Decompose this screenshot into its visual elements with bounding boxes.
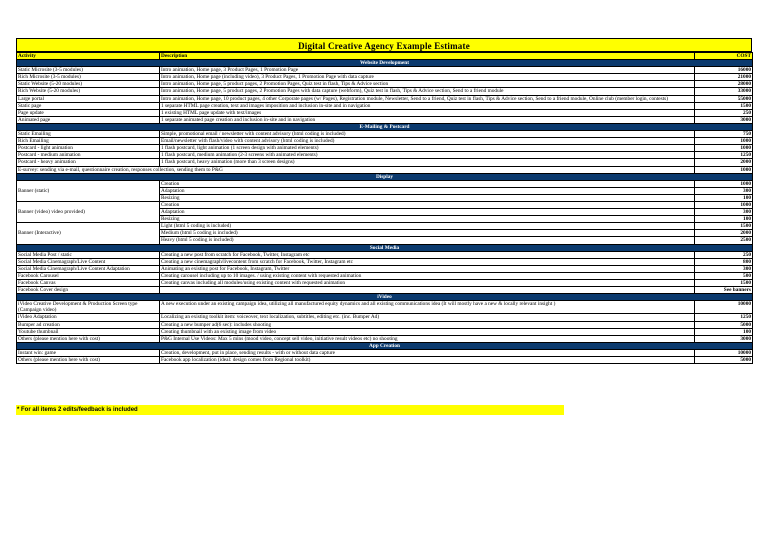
cost-cell: 1000 bbox=[695, 166, 753, 173]
cost-cell: 100 bbox=[695, 216, 753, 223]
header-row bbox=[17, 53, 753, 60]
section-title: iVideo bbox=[17, 294, 753, 301]
activity-cell: Bumper ad creation bbox=[17, 321, 160, 328]
description-cell: Creating a new bumper ad(6 sec): includes shooting bbox=[160, 321, 695, 328]
cost-cell: 3000 bbox=[695, 116, 753, 123]
activity-cell: Facebook Cover design bbox=[17, 287, 160, 294]
table-row bbox=[17, 116, 753, 123]
description-cell: Adaptation bbox=[160, 187, 695, 194]
description-cell: A new execution under an existing campaign idea, utilizing all manufactured equity dynamics and all existing communications idea (It will mostly have a new & locally relevant insight ) bbox=[160, 301, 695, 314]
description-cell: Heavy (html 5 coding is included) bbox=[160, 237, 695, 244]
description-cell: Creation bbox=[160, 201, 695, 208]
cost-header: COST bbox=[695, 53, 753, 60]
description-cell: 1 flash postcard, light animation (1 screen design with animated elements) bbox=[160, 145, 695, 152]
description-cell: Creating canvas including all modules/using existing content with requested animation bbox=[160, 280, 695, 287]
table-row bbox=[17, 357, 753, 364]
cost-cell: 1250 bbox=[695, 314, 753, 321]
cost-cell: 100 bbox=[695, 194, 753, 201]
activity-cell: Instant win: game bbox=[17, 349, 160, 356]
cost-cell: 2000 bbox=[695, 230, 753, 237]
description-cell: Simple, promotional email / newsletter with content advisory (html coding is included) bbox=[160, 131, 695, 138]
activity-cell: Postcard - medium animation bbox=[17, 152, 160, 159]
cost-cell: 300 bbox=[695, 187, 753, 194]
table-row bbox=[17, 280, 753, 287]
table-row bbox=[17, 88, 753, 95]
activity-cell: Social Media Cinemagraph/Live Content Adaptation bbox=[17, 265, 160, 272]
activity-cell: Youtube thumbnail bbox=[17, 328, 160, 335]
cost-cell: 1000 bbox=[695, 138, 753, 145]
footnote: * For all items 2 edits/feedback is included bbox=[16, 405, 564, 415]
table-row bbox=[17, 258, 753, 265]
cost-cell: 3000 bbox=[695, 335, 753, 342]
activity-cell: Facebook Carousel bbox=[17, 272, 160, 279]
description-cell: 1 flash postcard, medium animation (2-3 screens with animated elements) bbox=[160, 152, 695, 159]
description-cell: 1 separate HTML page creation, text and images imposition and inclusion in-site and in navigation bbox=[160, 102, 695, 109]
table-row bbox=[17, 201, 753, 208]
table-row bbox=[17, 138, 753, 145]
cost-cell: 5000 bbox=[695, 321, 753, 328]
description-cell: 1 flash postcard, heavy animation (more than 3 screen designs) bbox=[160, 159, 695, 166]
activity-cell: Others (please mention here with cost) bbox=[17, 335, 160, 342]
description-cell: Intro animation, Home page, 3 Product Pages, 1 Promotion Page bbox=[160, 67, 695, 74]
cost-cell: 21000 bbox=[695, 74, 753, 81]
description-cell: Adaptation bbox=[160, 209, 695, 216]
section-ivideo bbox=[17, 294, 753, 301]
section-social bbox=[17, 244, 753, 251]
table-row bbox=[17, 81, 753, 88]
cost-cell: 1500 bbox=[695, 280, 753, 287]
activity-cell: Social Media Post / static bbox=[17, 251, 160, 258]
activity-cell: Facebook Canvas bbox=[17, 280, 160, 287]
activity-cell: Banner (video) video provided) bbox=[17, 201, 160, 222]
activity-cell: Static Website (5-20 modules) bbox=[17, 81, 160, 88]
description-cell: Resizing bbox=[160, 216, 695, 223]
cost-cell: 250 bbox=[695, 109, 753, 116]
table-row bbox=[17, 159, 753, 166]
section-title: Social Media bbox=[17, 244, 753, 251]
description-cell bbox=[160, 287, 695, 294]
table-row bbox=[17, 349, 753, 356]
description-cell: Facebook app localization (ideal: design comes from Regional toolkit) bbox=[160, 357, 695, 364]
description-cell: 1 separate animated page creation and inclusion in-site and in navigation bbox=[160, 116, 695, 123]
description-cell: Localizing an existing toolkit item: voiceover, text localization, subtitles, editing etc. (inc. Bumper Ad) bbox=[160, 314, 695, 321]
table-row bbox=[17, 335, 753, 342]
description-cell: Medium (html 5 coding is included) bbox=[160, 230, 695, 237]
cost-cell: 5000 bbox=[695, 357, 753, 364]
table-row bbox=[17, 166, 753, 173]
table-row bbox=[17, 67, 753, 74]
cost-cell: 10000 bbox=[695, 301, 753, 314]
cost-cell: 250 bbox=[695, 251, 753, 258]
table-row bbox=[17, 265, 753, 272]
section-emailing bbox=[17, 123, 753, 130]
description-cell: Resizing bbox=[160, 194, 695, 201]
cost-cell: 1500 bbox=[695, 223, 753, 230]
cost-cell: 16000 bbox=[695, 67, 753, 74]
cost-cell: 33000 bbox=[695, 88, 753, 95]
table-row bbox=[17, 180, 753, 187]
cost-cell: 2500 bbox=[695, 237, 753, 244]
activity-cell: Others (please mention here with cost) bbox=[17, 357, 160, 364]
cost-cell: 2000 bbox=[695, 159, 753, 166]
activity-cell: Banner (Interactive) bbox=[17, 223, 160, 244]
description-cell: Intro animation, Home page, 5 product pages, 2 Promotion Pages, Quiz test in flash, Tips & Advice section bbox=[160, 81, 695, 88]
table-row bbox=[17, 95, 753, 102]
section-title: E-Mailing & Postcard bbox=[17, 123, 753, 130]
section-display bbox=[17, 173, 753, 180]
description-cell: Email/newsletter with flash/video with content advisory (html coding is included) bbox=[160, 138, 695, 145]
table-row bbox=[17, 102, 753, 109]
activity-cell: Page update bbox=[17, 109, 160, 116]
table-row bbox=[17, 251, 753, 258]
section-title: Website Development bbox=[17, 60, 753, 67]
cost-cell: 1000 bbox=[695, 145, 753, 152]
cost-cell: 1000 bbox=[695, 201, 753, 208]
activity-cell: Large portal bbox=[17, 95, 160, 102]
section-app bbox=[17, 342, 753, 349]
activity-cell: Static Microsite (3-5 modules) bbox=[17, 67, 160, 74]
activity-cell: Social Media Cinemagraph/Live Content bbox=[17, 258, 160, 265]
cost-cell: 100 bbox=[695, 328, 753, 335]
activity-cell: Postcard - heavy animation bbox=[17, 159, 160, 166]
description-cell: Animating an existing post for Facebook, Instagram, Twitter bbox=[160, 265, 695, 272]
activity-cell: Rich Emailing bbox=[17, 138, 160, 145]
activity-cell: Rich Website (5-20 modules) bbox=[17, 88, 160, 95]
activity-header: Activity bbox=[17, 53, 160, 60]
cost-cell: 1000 bbox=[695, 180, 753, 187]
activity-cell: iVideo Adaptation bbox=[17, 314, 160, 321]
description-cell: Creation bbox=[160, 180, 695, 187]
cost-cell: 800 bbox=[695, 258, 753, 265]
cost-cell: 55000 bbox=[695, 95, 753, 102]
description-cell: Light (html 5 coding is included) bbox=[160, 223, 695, 230]
section-website bbox=[17, 60, 753, 67]
activity-cell: Rich Microsite (3-5 modules) bbox=[17, 74, 160, 81]
activity-cell: iVideo Creative Development & Production Screen type (Campaign video) bbox=[17, 301, 160, 314]
table-row bbox=[17, 223, 753, 230]
description-header: Description bbox=[160, 53, 695, 60]
cost-cell: 1250 bbox=[695, 152, 753, 159]
description-cell: 1 existing HTML page update with text/images bbox=[160, 109, 695, 116]
cost-cell: 1500 bbox=[695, 102, 753, 109]
table-row bbox=[17, 301, 753, 314]
activity-cell: Static page bbox=[17, 102, 160, 109]
table-row bbox=[17, 152, 753, 159]
table-row bbox=[17, 287, 753, 294]
table-row bbox=[17, 321, 753, 328]
description-cell: Intro animation, Home page, 10 product pages, 4 other Corporate pages (w/ Pages), Registration module, Newsletter, Send to a friend, Quiz test in flash, Tips & Advice section, Send to a friend module, Online club (member login, contests) bbox=[160, 95, 695, 102]
table-row bbox=[17, 109, 753, 116]
activity-cell: Static Emailing bbox=[17, 131, 160, 138]
description-cell: Creation, development, put in place, sending results - with or without data capture bbox=[160, 349, 695, 356]
table-row bbox=[17, 74, 753, 81]
table-row bbox=[17, 145, 753, 152]
activity-cell: Postcard - light animation bbox=[17, 145, 160, 152]
cost-cell: 10000 bbox=[695, 349, 753, 356]
activity-cell: E-survey: sending via e-mail, questionnaire creation, responses collection, sending them to P&G bbox=[17, 166, 695, 173]
table-row bbox=[17, 328, 753, 335]
cost-cell: 500 bbox=[695, 272, 753, 279]
estimate-sheet bbox=[16, 38, 752, 364]
cost-cell: 28000 bbox=[695, 81, 753, 88]
description-cell: Creating thumbnail with an existing image from video bbox=[160, 328, 695, 335]
cost-cell: 300 bbox=[695, 265, 753, 272]
description-cell: Creating a new cinemagraph/livecontent from scratch for Facebook, Twitter, Instagram etc bbox=[160, 258, 695, 265]
activity-cell: Banner (static) bbox=[17, 180, 160, 201]
cost-cell: 750 bbox=[695, 131, 753, 138]
description-cell: Intro animation, Home page (including video), 3 Product Pages, 1 Promotion Page with data capture bbox=[160, 74, 695, 81]
description-cell: Creating carousel including up to 10 images. / using existing content with requested animation bbox=[160, 272, 695, 279]
section-title: Display bbox=[17, 173, 753, 180]
description-cell: Creating a new post from scratch for Facebook, Twitter, Instagram etc bbox=[160, 251, 695, 258]
section-title: App Creation bbox=[17, 342, 753, 349]
estimate-table bbox=[16, 52, 753, 364]
description-cell: P&G Internal Use Videos: Max 5 mins (mood video, concept sell video, initiative result videos etc) no shooting bbox=[160, 335, 695, 342]
table-row bbox=[17, 131, 753, 138]
table-row bbox=[17, 272, 753, 279]
sheet-title: Digital Creative Agency Example Estimate bbox=[16, 38, 752, 52]
table-row bbox=[17, 314, 753, 321]
activity-cell: Animated page bbox=[17, 116, 160, 123]
description-cell: Intro animation, Home page, 5 product pages, 2 Promotion Pages with data capture (webform), Quiz test in flash, Tips & Advice section, Send to a friend module bbox=[160, 88, 695, 95]
cost-cell: See banners bbox=[695, 287, 753, 294]
cost-cell: 300 bbox=[695, 209, 753, 216]
